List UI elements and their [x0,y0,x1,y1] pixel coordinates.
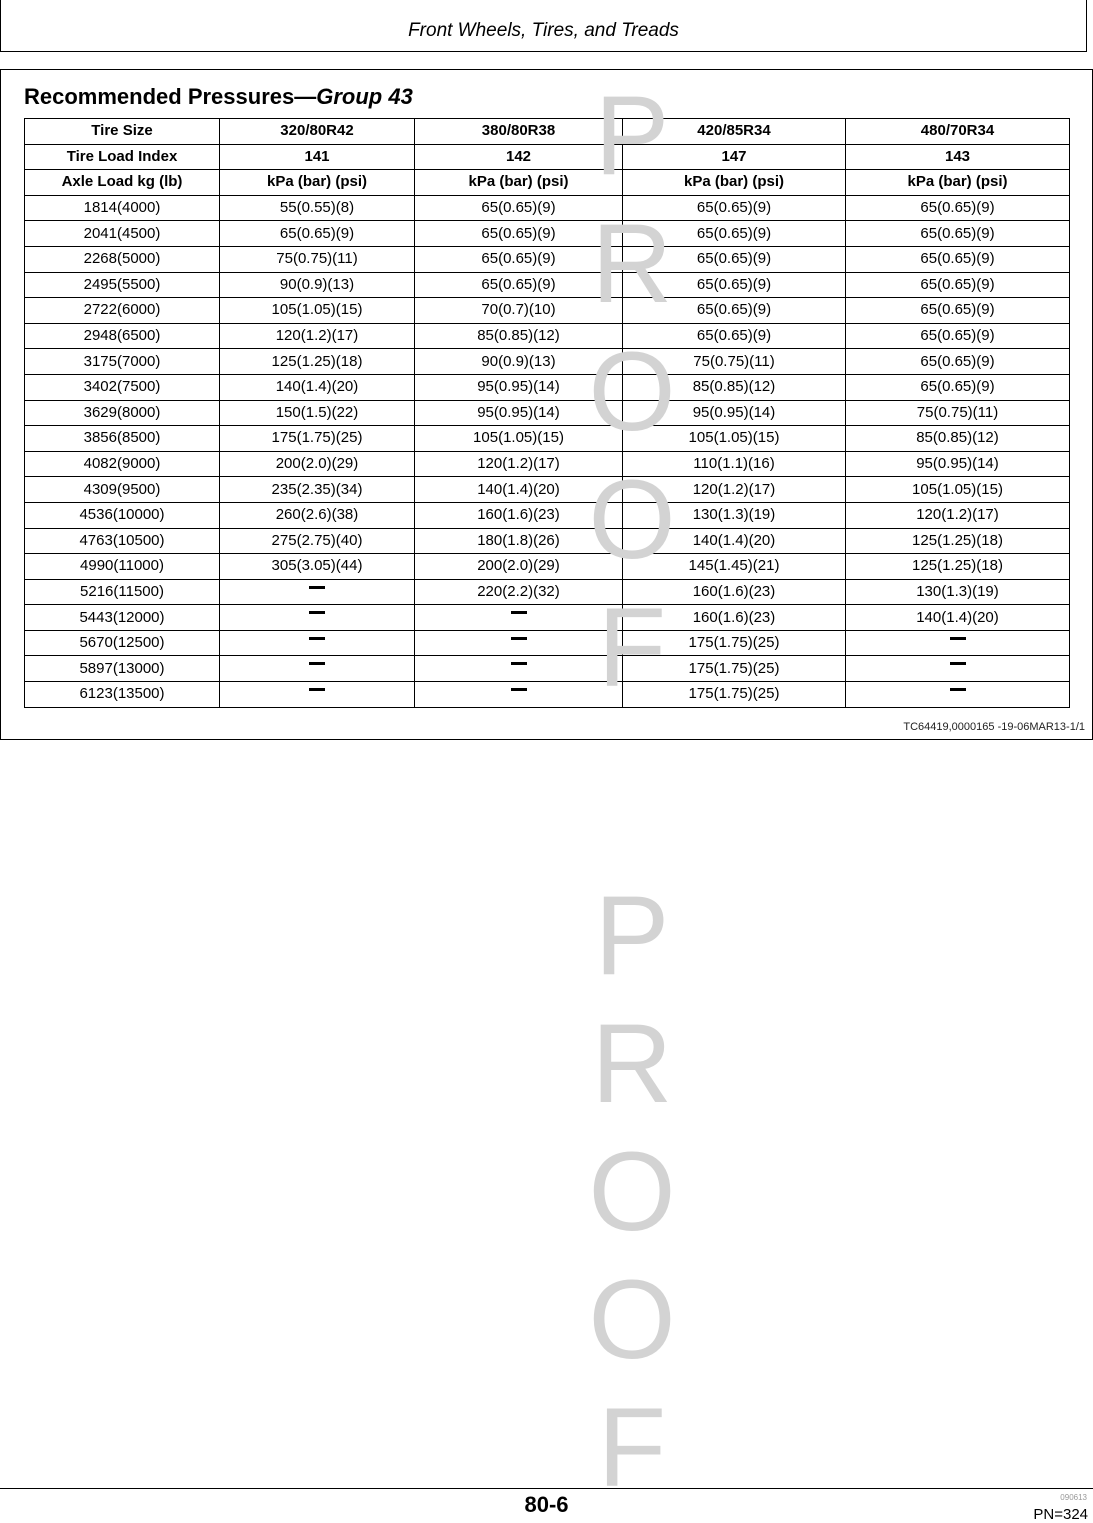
table-cell: 3629(8000) [25,400,220,426]
table-cell [415,630,623,656]
table-header-row [25,144,1070,170]
table-cell: 65(0.65)(9) [220,221,415,247]
table-cell: 2041(4500) [25,221,220,247]
table-cell: 175(1.75)(25) [623,630,846,656]
table-cell [846,656,1070,682]
table-cell: 70(0.7)(10) [415,298,623,324]
table-cell: 65(0.65)(9) [623,323,846,349]
watermark-letter: F [597,585,667,710]
table-cell: 2495(5500) [25,272,220,298]
table-cell [220,630,415,656]
table-cell: 95(0.95)(14) [623,400,846,426]
table-cell: 175(1.75)(25) [623,656,846,682]
not-applicable-dash [309,611,325,614]
table-cell: 4309(9500) [25,477,220,503]
table-cell: 125(1.25)(18) [220,349,415,375]
header-cell: kPa (bar) (psi) [623,170,846,196]
table-cell: 90(0.9)(13) [220,272,415,298]
table-cell: 3856(8500) [25,426,220,452]
header-cell: 320/80R42 [220,119,415,145]
table-cell: 200(2.0)(29) [415,554,623,580]
table-row [25,554,1070,580]
table-cell: 140(1.4)(20) [415,477,623,503]
table-row [25,221,1070,247]
table-row [25,349,1070,375]
table-cell: 90(0.9)(13) [415,349,623,375]
table-cell: 85(0.85)(12) [846,426,1070,452]
table-cell [415,656,623,682]
table-header-row [25,119,1070,145]
not-applicable-dash [511,688,527,691]
table-cell: 65(0.65)(9) [623,272,846,298]
reference-code: TC64419,0000165 -19-06MAR13-1/1 [903,721,1085,733]
table-cell: 275(2.75)(40) [220,528,415,554]
table-cell: 85(0.85)(12) [623,374,846,400]
page-header [0,0,1087,52]
section-title-main: Recommended Pressures— [24,84,317,109]
table-cell: 175(1.75)(25) [220,426,415,452]
table-cell: 150(1.5)(22) [220,400,415,426]
header-cell: 480/70R34 [846,119,1070,145]
table-row [25,656,1070,682]
header-title: Front Wheels, Tires, and Treads [408,20,679,41]
table-cell: 65(0.65)(9) [623,298,846,324]
table-row [25,528,1070,554]
table-cell: 65(0.65)(9) [846,298,1070,324]
tire-pressure-table [24,118,1070,708]
header-cell: 380/80R38 [415,119,623,145]
table-cell: 4763(10500) [25,528,220,554]
table-row [25,400,1070,426]
watermark-letter: R [591,201,673,326]
header-cell: Axle Load kg (lb) [25,170,220,196]
table-cell: 105(1.05)(15) [846,477,1070,503]
table-cell [220,656,415,682]
table-cell [846,630,1070,656]
table-cell: 2948(6500) [25,323,220,349]
table-cell: 5443(12000) [25,605,220,631]
header-cell: 141 [220,144,415,170]
table-cell: 160(1.6)(23) [623,579,846,605]
page-number: 80-6 [524,1492,569,1517]
table-cell: 1814(4000) [25,195,220,221]
watermark-letter: P [594,873,670,998]
table-cell: 65(0.65)(9) [623,246,846,272]
table-cell: 6123(13500) [25,682,220,708]
table-cell: 95(0.95)(14) [415,374,623,400]
not-applicable-dash [309,662,325,665]
not-applicable-dash [511,662,527,665]
table-row [25,477,1070,503]
not-applicable-dash [950,637,966,640]
table-cell: 130(1.3)(19) [846,579,1070,605]
table-cell: 4082(9000) [25,451,220,477]
table-cell: 105(1.05)(15) [623,426,846,452]
table-cell: 105(1.05)(15) [415,426,623,452]
table-cell: 3175(7000) [25,349,220,375]
table-cell: 65(0.65)(9) [415,221,623,247]
table-cell: 305(3.05)(44) [220,554,415,580]
table-row [25,374,1070,400]
table-row [25,298,1070,324]
table-cell: 65(0.65)(9) [846,221,1070,247]
table-cell: 65(0.65)(9) [846,374,1070,400]
watermark-letter: R [591,1001,673,1126]
watermark-letter: O [588,1257,676,1382]
header-cell: 143 [846,144,1070,170]
not-applicable-dash [511,637,527,640]
table-cell: 85(0.85)(12) [415,323,623,349]
table-cell: 130(1.3)(19) [623,502,846,528]
table-cell [220,682,415,708]
table-cell [220,579,415,605]
table-cell: 65(0.65)(9) [415,272,623,298]
table-cell: 145(1.45)(21) [623,554,846,580]
table-cell: 95(0.95)(14) [846,451,1070,477]
table-row [25,605,1070,631]
table-cell: 140(1.4)(20) [220,374,415,400]
table-cell: 140(1.4)(20) [846,605,1070,631]
table-cell: 3402(7500) [25,374,220,400]
part-number: PN=324 [1033,1506,1088,1523]
watermark-letter: F [597,1385,667,1510]
not-applicable-dash [950,688,966,691]
not-applicable-dash [309,688,325,691]
table-cell: 65(0.65)(9) [846,349,1070,375]
table-cell: 65(0.65)(9) [623,221,846,247]
table-cell: 5670(12500) [25,630,220,656]
table-cell: 75(0.75)(11) [846,400,1070,426]
not-applicable-dash [309,586,325,589]
watermark-letter: O [588,1129,676,1254]
table-cell: 235(2.35)(34) [220,477,415,503]
table-body [25,119,1070,708]
table-row [25,426,1070,452]
table-cell [846,682,1070,708]
table-cell: 65(0.65)(9) [846,272,1070,298]
header-cell: 142 [415,144,623,170]
table-cell: 65(0.65)(9) [846,323,1070,349]
table-cell: 75(0.75)(11) [623,349,846,375]
table-cell: 120(1.2)(17) [220,323,415,349]
table-cell: 120(1.2)(17) [415,451,623,477]
section-title [24,84,413,110]
table-cell: 2268(5000) [25,246,220,272]
table-row [25,272,1070,298]
table-row [25,323,1070,349]
table-row [25,451,1070,477]
table-cell: 260(2.6)(38) [220,502,415,528]
proof-watermark-bottom [582,872,682,1512]
table-cell: 140(1.4)(20) [623,528,846,554]
table-cell: 65(0.65)(9) [846,246,1070,272]
table-cell: 55(0.55)(8) [220,195,415,221]
table-cell: 75(0.75)(11) [220,246,415,272]
table-row [25,246,1070,272]
table-cell: 160(1.6)(23) [415,502,623,528]
table-cell: 160(1.6)(23) [623,605,846,631]
not-applicable-dash [950,662,966,665]
header-cell: kPa (bar) (psi) [846,170,1070,196]
table-cell: 120(1.2)(17) [623,477,846,503]
table-row [25,502,1070,528]
table-cell [415,605,623,631]
table-cell: 65(0.65)(9) [623,195,846,221]
header-cell: Tire Size [25,119,220,145]
section-title-group: Group 43 [316,84,413,109]
table-cell [220,605,415,631]
header-cell: 420/85R34 [623,119,846,145]
table-cell: 5216(11500) [25,579,220,605]
header-cell: kPa (bar) (psi) [415,170,623,196]
footer-small-code: 090613 [1060,1493,1087,1502]
table-row [25,682,1070,708]
footer-divider [0,1488,1093,1489]
table-cell: 220(2.2)(32) [415,579,623,605]
table-cell: 175(1.75)(25) [623,682,846,708]
table-cell: 125(1.25)(18) [846,528,1070,554]
table-row [25,630,1070,656]
not-applicable-dash [511,611,527,614]
table-cell: 120(1.2)(17) [846,502,1070,528]
table-cell: 125(1.25)(18) [846,554,1070,580]
table-cell: 110(1.1)(16) [623,451,846,477]
table-cell: 4990(11000) [25,554,220,580]
table-cell: 180(1.8)(26) [415,528,623,554]
table-cell: 105(1.05)(15) [220,298,415,324]
table-cell: 200(2.0)(29) [220,451,415,477]
table-cell: 4536(10000) [25,502,220,528]
table-row [25,579,1070,605]
table-cell: 65(0.65)(9) [415,246,623,272]
table-cell: 65(0.65)(9) [846,195,1070,221]
table-cell: 5897(13000) [25,656,220,682]
table-header-row [25,170,1070,196]
table-cell: 95(0.95)(14) [415,400,623,426]
watermark-letter: P [594,73,670,198]
header-cell: 147 [623,144,846,170]
table-row [25,195,1070,221]
table-cell: 2722(6000) [25,298,220,324]
header-cell: kPa (bar) (psi) [220,170,415,196]
header-cell: Tire Load Index [25,144,220,170]
not-applicable-dash [309,637,325,640]
table-cell [415,682,623,708]
watermark-letter: O [588,457,676,582]
watermark-letter: O [588,329,676,454]
table-cell: 65(0.65)(9) [415,195,623,221]
